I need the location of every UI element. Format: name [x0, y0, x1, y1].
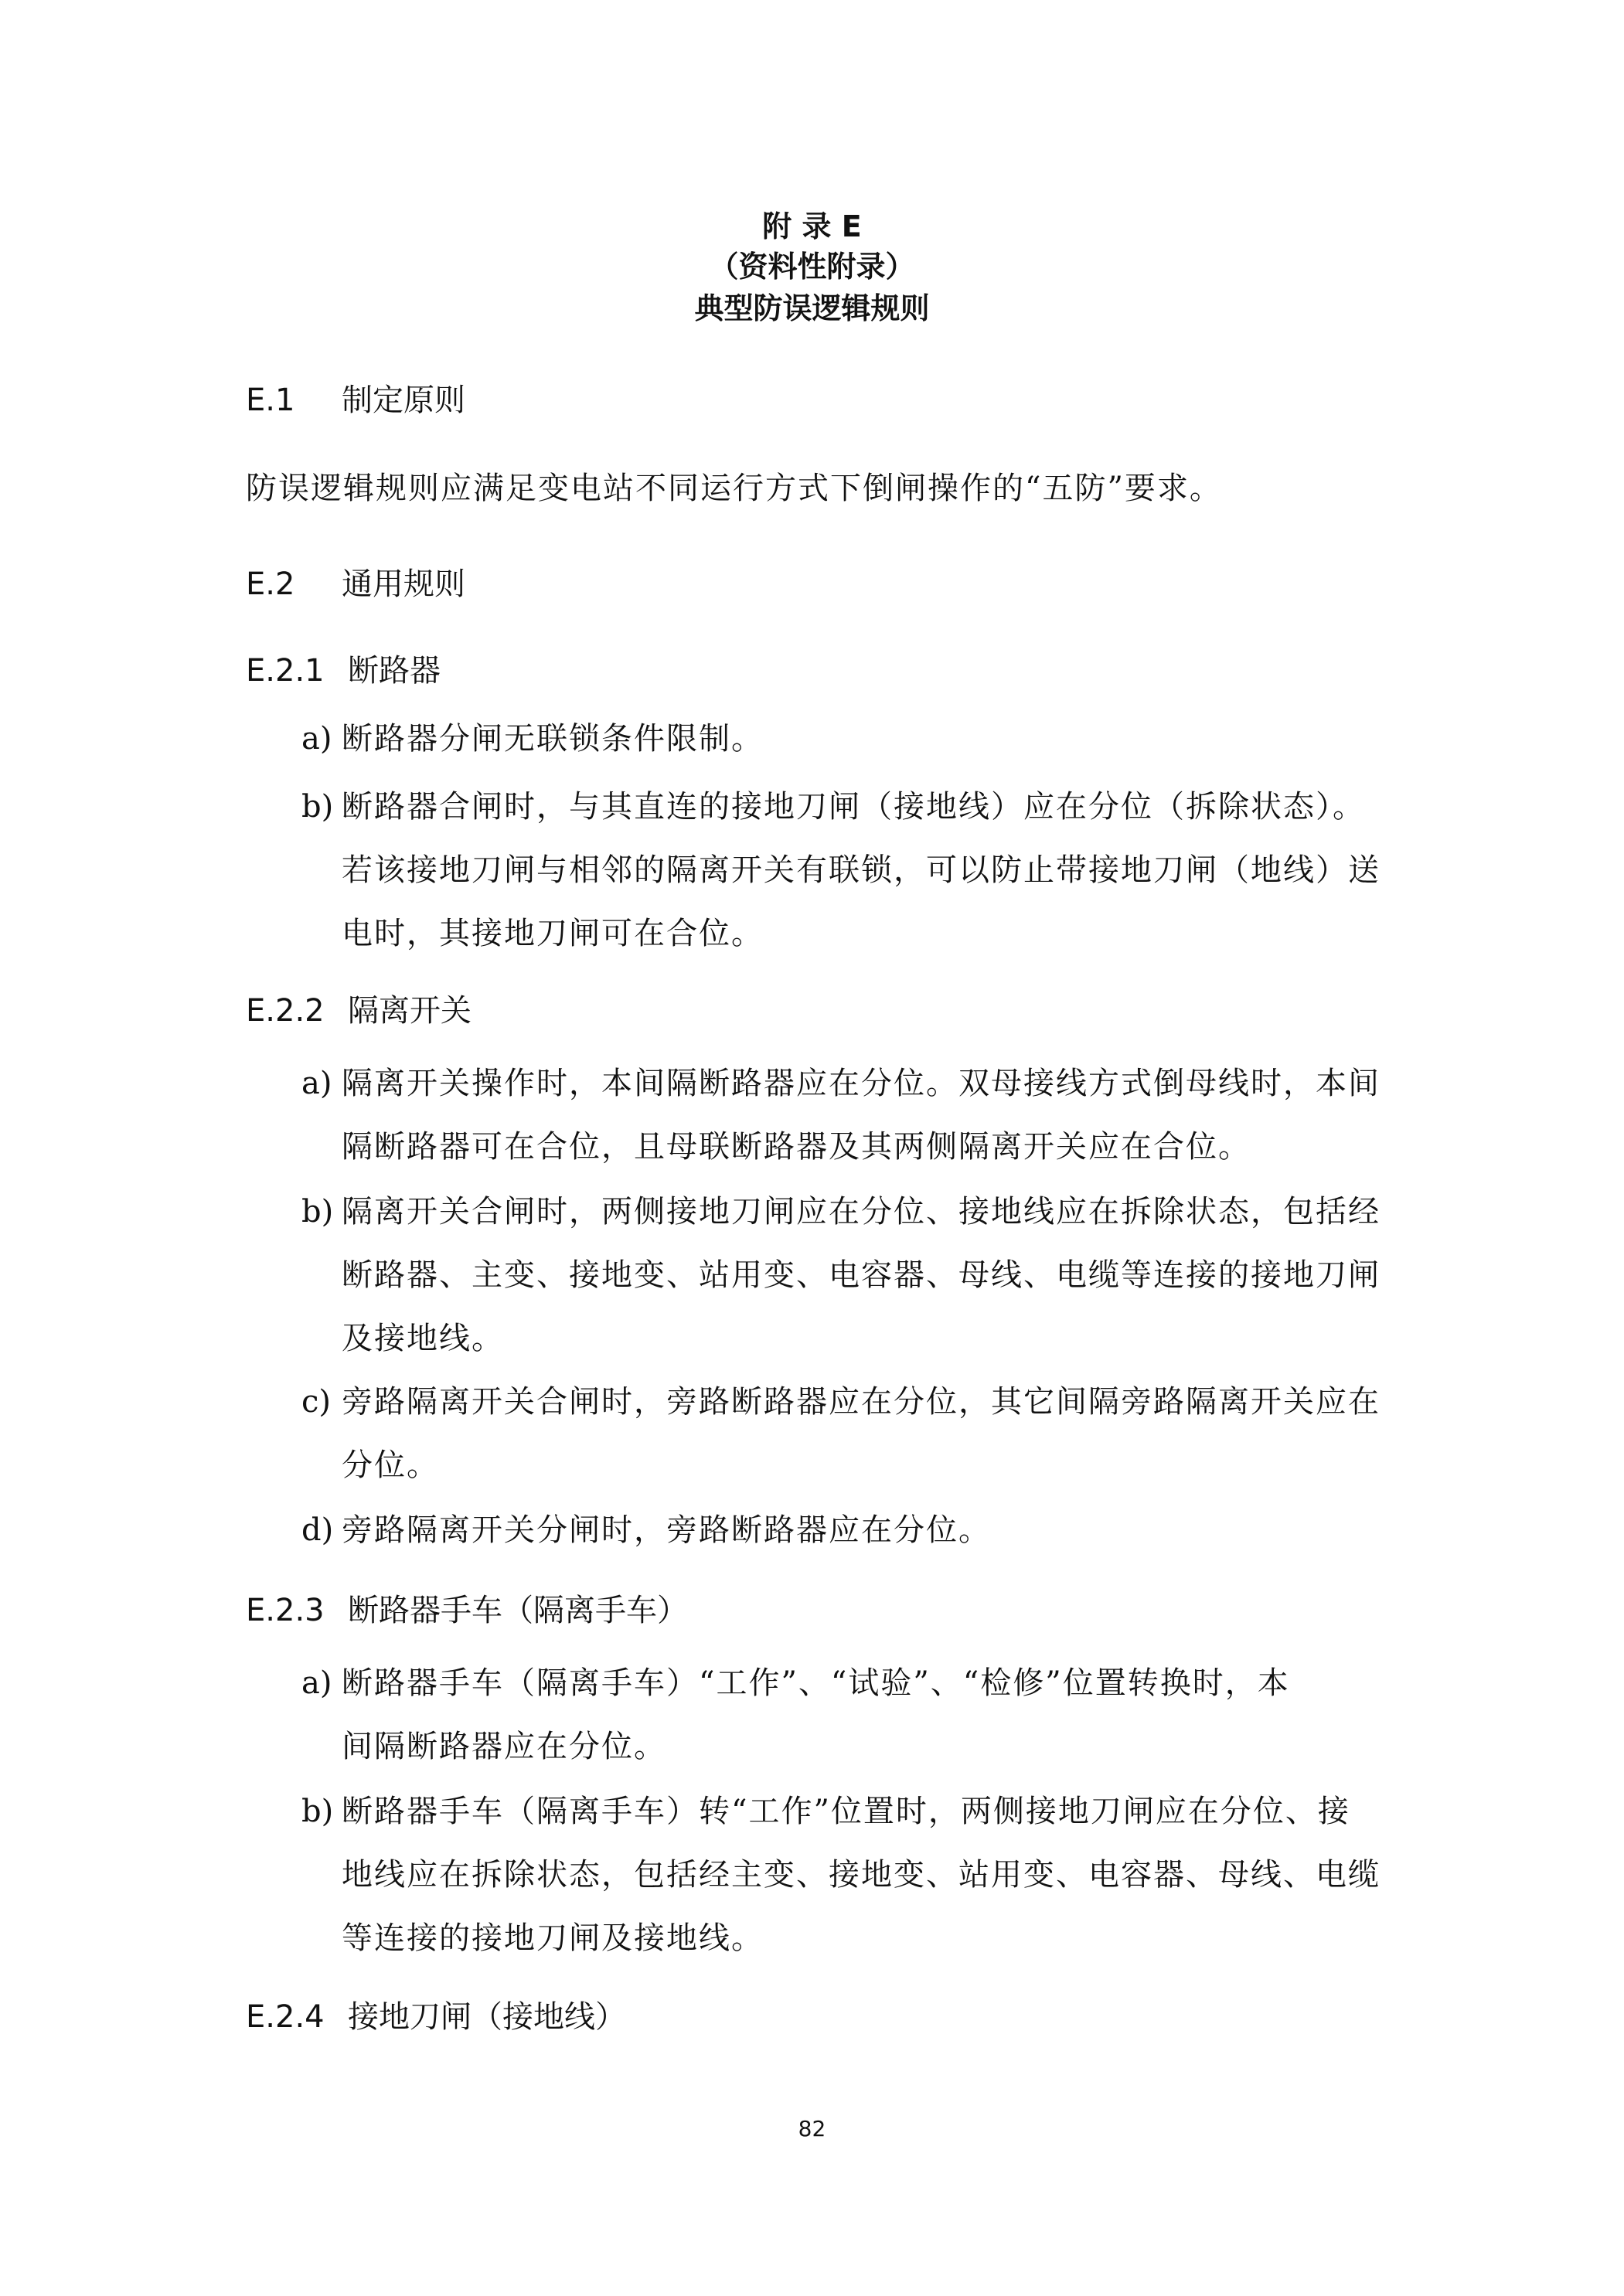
list-text-continued: 电时，其接地刀闸可在合位。 [342, 916, 764, 951]
paragraph-e1: 防误逻辑规则应满足变电站不同运行方式下倒闸操作的“五防”要求。 [246, 471, 1222, 506]
section-heading-e24 [246, 1992, 626, 2036]
list-text: 断路器手车（隔离手车）“工作”、“试验”、“检修”位置转换时，本 [342, 1665, 1290, 1701]
section-number: E.2.1 [246, 653, 325, 689]
list-marker: a) [301, 721, 332, 757]
section-number: E.1 [246, 383, 295, 418]
list-item [301, 1187, 1381, 1231]
section-title: 隔离开关 [348, 993, 472, 1029]
section-number: E.2.2 [246, 993, 325, 1029]
list-item [301, 714, 764, 758]
list-marker: a) [301, 1665, 332, 1701]
section-title: 通用规则 [342, 566, 465, 602]
section-title: 断路器手车（隔离手车） [348, 1593, 688, 1628]
section-number: E.2.4 [246, 1999, 325, 2035]
list-text: 隔离开关操作时，本间隔断路器应在分位。双母接线方式倒母线时，本间 [342, 1066, 1381, 1101]
section-title: 断路器 [348, 653, 441, 689]
list-marker: a) [301, 1066, 332, 1101]
section-number: E.2.3 [246, 1593, 325, 1628]
section-heading-e23 [246, 1586, 688, 1630]
list-text-continued: 等连接的接地刀闸及接地线。 [342, 1920, 764, 1956]
list-text-continued: 断路器、主变、接地变、站用变、电容器、母线、电缆等连接的接地刀闸 [342, 1257, 1381, 1293]
list-text-continued: 间隔断路器应在分位。 [342, 1729, 666, 1764]
list-text-continued: 分位。 [342, 1447, 439, 1483]
list-item [301, 1787, 1350, 1831]
list-text: 断路器分闸无联锁条件限制。 [342, 721, 764, 757]
list-item [301, 1377, 1381, 1421]
list-item [301, 782, 1365, 826]
section-heading-e1 [246, 376, 465, 420]
list-text: 断路器合闸时，与其直连的接地刀闸（接地线）应在分位（拆除状态）。 [342, 789, 1365, 825]
appendix-title: 典型防误逻辑规则 [694, 291, 930, 325]
section-title: 接地刀闸（接地线） [348, 1999, 626, 2035]
list-item [301, 1658, 1290, 1702]
list-text: 隔离开关合闸时，两侧接地刀闸应在分位、接地线应在拆除状态，包括经 [342, 1194, 1381, 1230]
list-text-continued: 及接地线。 [342, 1321, 504, 1356]
list-marker: b) [301, 1194, 334, 1230]
list-marker: b) [301, 1794, 334, 1829]
section-number: E.2 [246, 566, 295, 602]
page-number: 82 [798, 2116, 826, 2141]
section-title: 制定原则 [342, 383, 465, 418]
list-marker: c) [301, 1384, 332, 1420]
appendix-type: （资料性附录） [709, 250, 915, 284]
list-item [301, 1059, 1381, 1103]
list-marker: d) [301, 1512, 334, 1548]
list-text: 旁路隔离开关分闸时，旁路断路器应在分位。 [342, 1512, 991, 1548]
appendix-label: 附 录 E [762, 209, 862, 243]
list-text-continued: 若该接地刀闸与相邻的隔离开关有联锁，可以防止带接地刀闸（地线）送 [342, 852, 1381, 888]
list-marker: b) [301, 789, 334, 825]
section-heading-e2 [246, 560, 465, 604]
list-text: 旁路隔离开关合闸时，旁路断路器应在分位，其它间隔旁路隔离开关应在 [342, 1384, 1381, 1420]
list-text: 断路器手车（隔离手车）转“工作”位置时，两侧接地刀闸应在分位、接 [342, 1794, 1350, 1829]
list-item [301, 1505, 991, 1549]
section-heading-e22 [246, 986, 472, 1030]
section-heading-e21 [246, 646, 441, 690]
list-text-continued: 隔断路器可在合位，且母联断路器及其两侧隔离开关应在合位。 [342, 1129, 1251, 1165]
list-text-continued: 地线应在拆除状态，包括经主变、接地变、站用变、电容器、母线、电缆 [342, 1857, 1381, 1893]
